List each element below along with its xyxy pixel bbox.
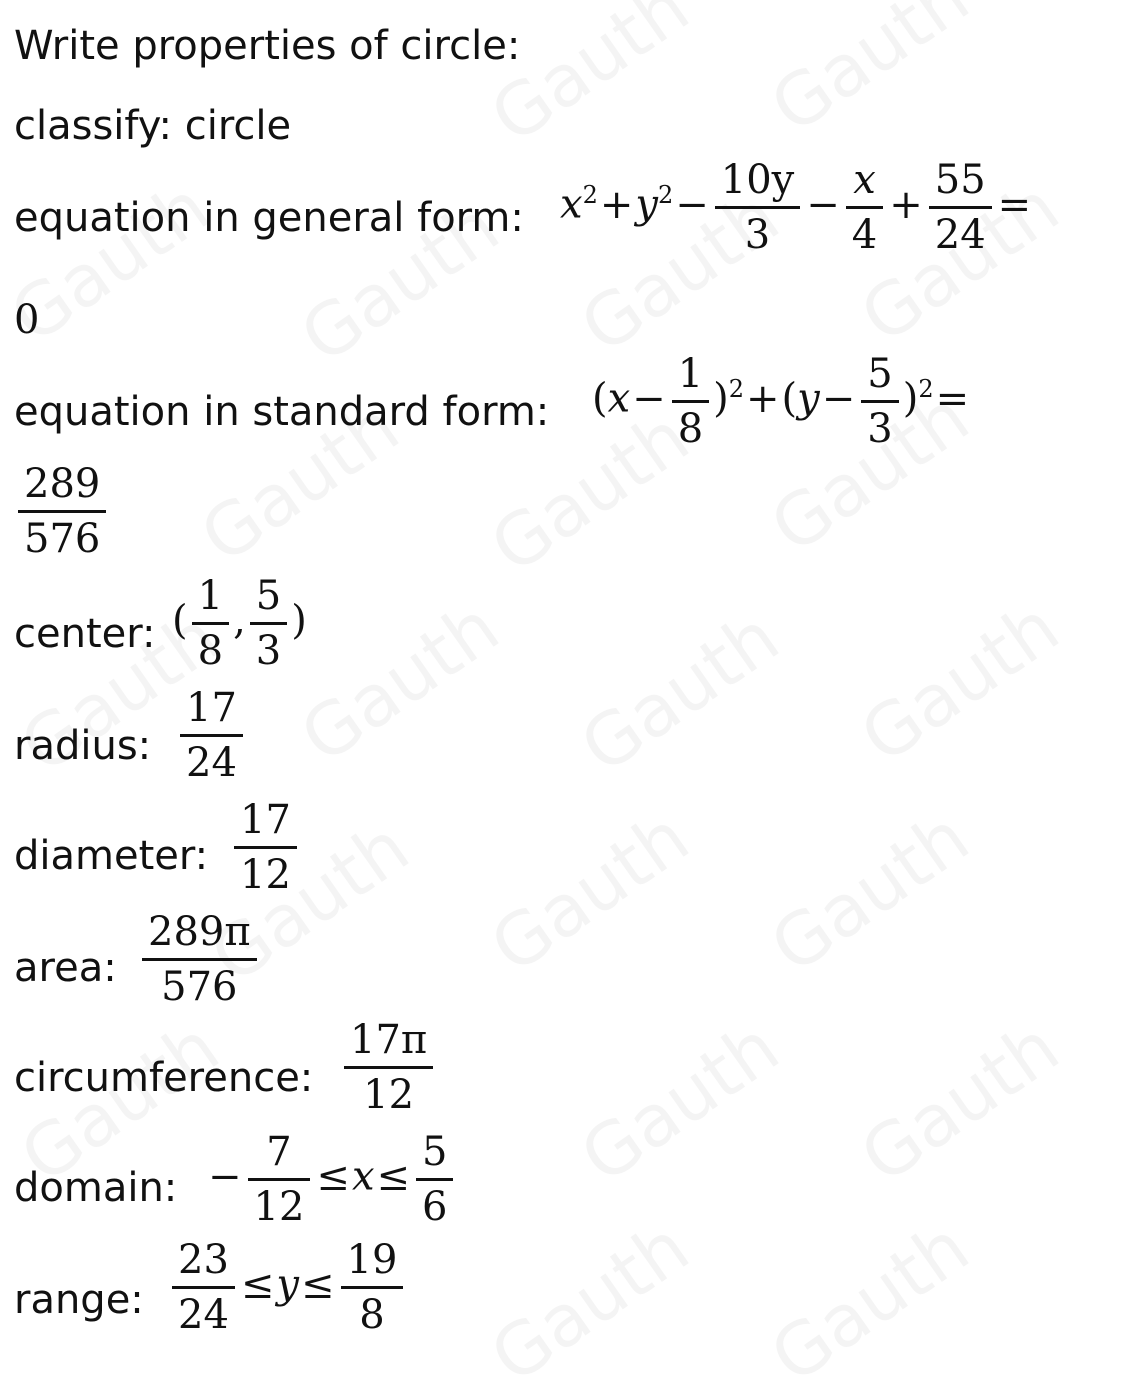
center-label: center: (14, 611, 156, 657)
general-fraction-2: $\frac{x}{4}$ (846, 160, 883, 255)
general-form-equation: $x^2+y^2-$ $\frac{10y}{3}$ − $\frac{x}{4}$ + $\frac{55}{24}$ = (560, 157, 1032, 258)
standard-form-rhs: $\frac{289}{576}$ (14, 464, 110, 559)
standard-form-label: equation in standard form: (14, 389, 550, 435)
range-value: $\frac{23}{24}$ ≤y≤ $\frac{19}{8}$ (168, 1240, 407, 1335)
circumference-label: circumference: (14, 1055, 314, 1101)
domain-value: − $\frac{7}{12}$ ≤x≤ $\frac{5}{6}$ (206, 1132, 457, 1227)
radius-label: radius: (14, 723, 152, 769)
radius-value: $\frac{17}{24}$ (176, 688, 247, 783)
general-fraction-1: $\frac{10y}{3}$ (715, 160, 801, 255)
center-value: ( $\frac{1}{8}$ , $\frac{5}{3}$ ) (172, 573, 307, 674)
general-fraction-3: $\frac{55}{24}$ (929, 160, 992, 255)
standard-form-equation: (x− $\frac{1}{8}$ )$^2$+(y− $\frac{5}{3}$ )$^2$= (592, 351, 970, 452)
diameter-label: diameter: (14, 833, 209, 879)
general-form-rhs: 0 (14, 297, 40, 343)
circumference-value: $\frac{17\pi}{12}$ (340, 1020, 437, 1115)
standard-fraction-2: $\frac{5}{3}$ (861, 354, 898, 449)
classify-label: classify: (14, 103, 173, 149)
range-label: range: (14, 1277, 144, 1323)
standard-fraction-1: $\frac{1}{8}$ (672, 354, 709, 449)
area-label: area: (14, 945, 117, 991)
page-title: Write properties of circle: (14, 23, 521, 69)
domain-label: domain: (14, 1165, 178, 1211)
diameter-value: $\frac{17}{12}$ (230, 800, 301, 895)
classify-row (14, 103, 292, 149)
area-value: $\frac{289\pi}{576}$ (138, 912, 261, 1007)
classify-value: circle (184, 103, 292, 149)
general-form-label: equation in general form: (14, 195, 524, 241)
